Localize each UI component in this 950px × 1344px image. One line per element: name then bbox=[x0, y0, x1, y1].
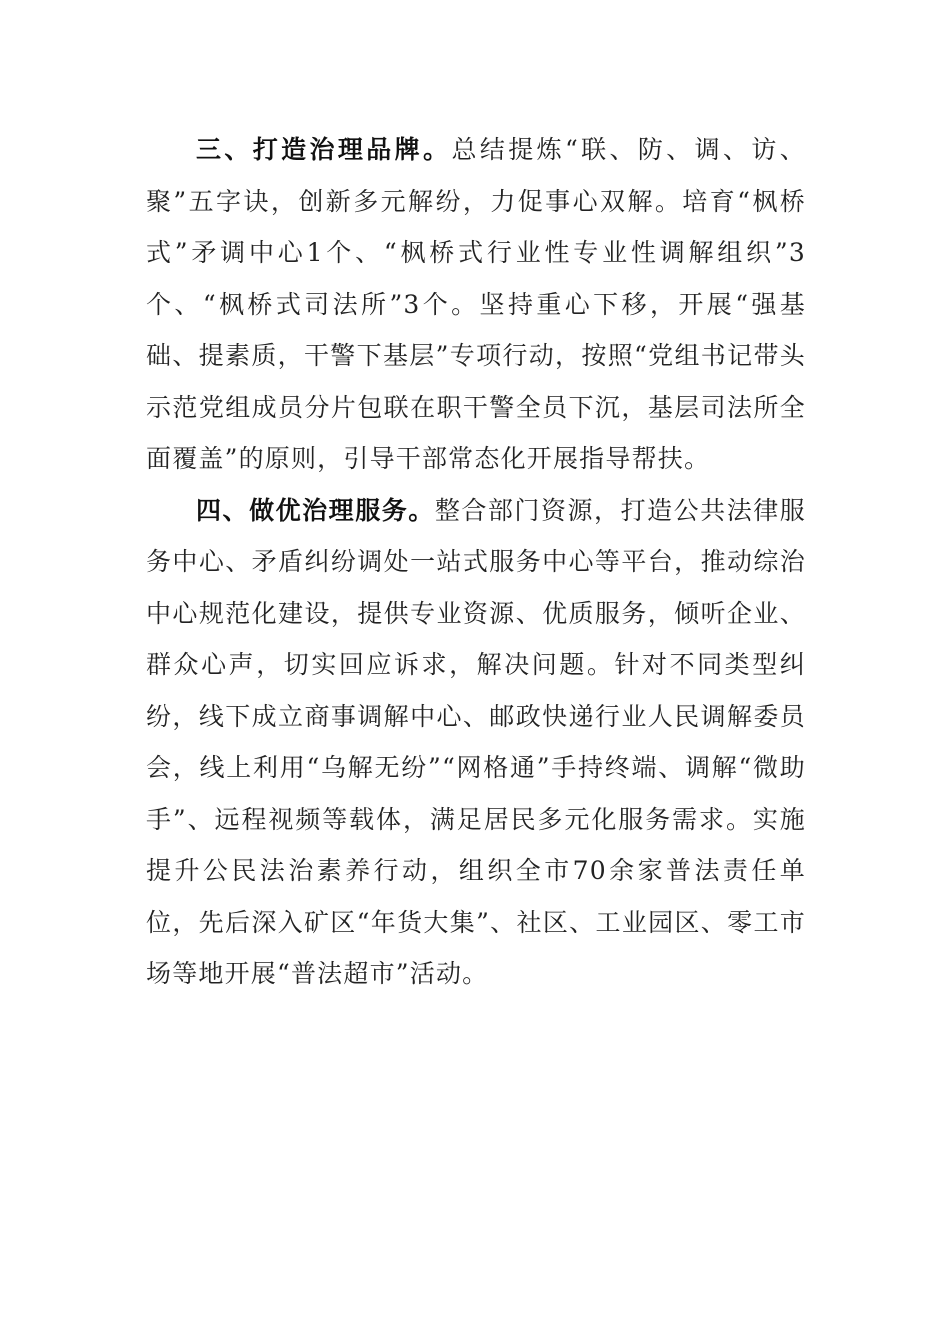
paragraph-text: 总结提炼“联、防、调、访、聚”五字诀，创新多元解纷，力促事心双解。培育“枫桥式”矛调中心1个、“枫桥式行业性专业性调解组织”3个、“枫桥式司法所”3个。坚持重心下移，开展“强基础、提素质，干警下基层”专项行动，按照“党组书记带头示范党组成员分片包联在职干警全员下沉，基层司法所全面覆盖”的原则，引导干部常态化开展指导帮扶。 bbox=[146, 135, 806, 473]
paragraph-text: 整合部门资源，打造公共法律服务中心、矛盾纠纷调处一站式服务中心等平台，推动综治中心规范化建设，提供专业资源、优质服务，倾听企业、群众心声，切实回应诉求，解决问题。针对不同类型纠纷，线下成立商事调解中心、邮政快递行业人民调解委员会，线上利用“乌解无纷”“网格通”手持终端、调解“微助手”、远程视频等载体，满足居民多元化服务需求。实施提升公民法治素养行动，组织全市70余家普法责任单位，先后深入矿区“年货大集”、社区、工业园区、零工市场等地开展“普法超市”活动。 bbox=[146, 495, 806, 988]
document-body bbox=[146, 124, 806, 1000]
paragraph-heading: 四、做优治理服务。 bbox=[196, 495, 435, 525]
paragraph-governance-service bbox=[146, 485, 806, 1000]
paragraph-heading: 三、打造治理品牌。 bbox=[196, 135, 452, 164]
paragraph-governance-brand bbox=[146, 124, 806, 485]
